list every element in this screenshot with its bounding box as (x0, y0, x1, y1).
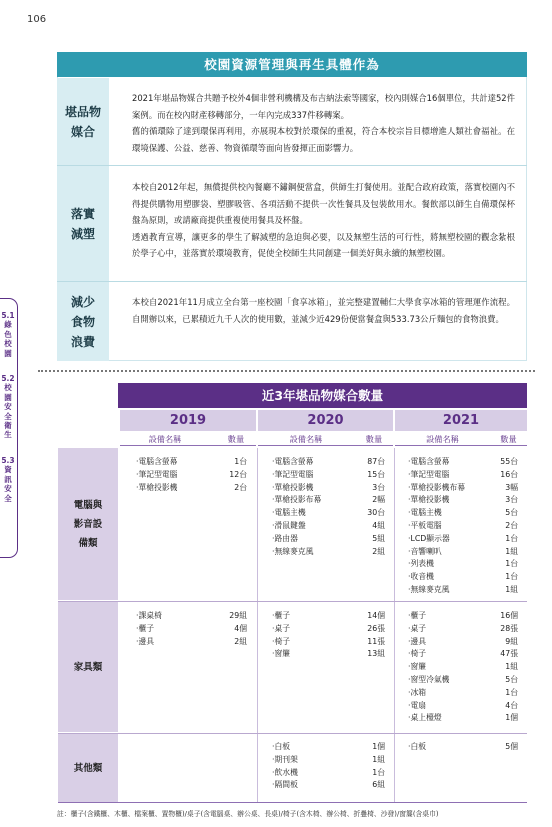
column-header-qty: 數量 (365, 434, 383, 444)
paragraph: 本校自2012年起，無償提供校內餐廳不鏽鋼便當盒，供師生打餐使用。並配合政府政策，落實校園內不得提供購物用塑膠袋、塑膠吸管、各項活動不提供一次性餐具及包裝飲用水。餐飲部以師生自備環保杯盤為原則，或請廠商提供重複使用餐具及杯盤。 (132, 182, 515, 226)
list-item: ‧筆記型電腦 (136, 469, 178, 479)
item-list (408, 610, 449, 725)
quantity-value: 1台 (505, 533, 518, 543)
column-divider (257, 448, 258, 802)
list-item: ‧收音機 (408, 572, 434, 582)
item-list (136, 456, 177, 494)
quantity-list (199, 610, 247, 648)
list-item: ‧電腦含螢幕 (408, 457, 450, 466)
row-plastic-reduction (57, 165, 527, 281)
quantity-value: 2台 (505, 520, 518, 530)
row-divider (58, 601, 527, 602)
column-header-row-2019 (120, 432, 256, 446)
list-item: ‧無線麥克風 (272, 546, 314, 556)
list-item: ‧電腦含螢幕 (136, 457, 178, 466)
item-list (136, 610, 162, 648)
quantity-value: 5組 (372, 533, 385, 543)
list-item: ‧電腦含螢幕 (272, 457, 314, 466)
quantity-value: 16台 (500, 469, 518, 479)
quantity-list (470, 610, 518, 725)
column-header-row-2020 (258, 432, 393, 446)
column-header-item: 設備名稱 (426, 434, 459, 444)
quantity-value: 1台 (234, 457, 247, 466)
list-item: ‧路由器 (272, 533, 298, 543)
category-furniture: 家具類 (58, 602, 118, 732)
quantity-value: 55台 (500, 457, 518, 466)
list-item: ‧櫃子 (272, 611, 291, 620)
quantity-value: 28張 (500, 623, 518, 633)
quantity-value: 3幅 (505, 482, 518, 492)
side-tab-item-5-1[interactable]: 5.1 綠 色 校 園 (1, 311, 15, 358)
list-item: ‧隔間板 (272, 780, 298, 790)
list-item: ‧冰箱 (408, 687, 427, 697)
quantity-value: 9組 (505, 636, 518, 646)
year-header-2020: 2020 (258, 410, 393, 431)
quantity-list (470, 741, 518, 754)
list-item: ‧期刊架 (272, 754, 298, 764)
column-header-item: 設備名稱 (289, 434, 323, 444)
row-label-item-matching: 堪品物 媒合 (57, 78, 109, 165)
list-item: ‧電腦主機 (272, 508, 306, 518)
quantity-list (337, 610, 385, 661)
list-item: ‧白板 (272, 742, 291, 751)
quantity-value: 1台 (505, 559, 518, 569)
quantity-value: 87台 (367, 457, 385, 466)
quantity-value: 1個 (372, 742, 385, 751)
quantity-list (337, 456, 385, 558)
column-header-qty: 數量 (227, 434, 245, 444)
list-item: ‧課桌椅 (136, 611, 162, 620)
row-text-item-matching (132, 90, 515, 156)
list-item: ‧窗簾 (408, 662, 427, 672)
list-item: ‧邊具 (408, 636, 427, 646)
matching-quantity-title: 近3年堪品物媒合數量 (118, 383, 527, 408)
quantity-value: 6組 (372, 780, 385, 790)
quantity-value: 5個 (505, 742, 518, 751)
list-item: ‧筆記型電腦 (408, 469, 450, 479)
row-divider (58, 733, 527, 734)
paragraph: 透過教育宣導，讓更多的學生了解減塑的急迫與必要，以及無塑生活的可行性，將無塑校園的觀念紮根於學子心中，並落實於環境教育，促使全校師生共同創建一個美好與永續的無塑校園。 (132, 231, 515, 259)
list-item: ‧電扇 (408, 700, 427, 710)
row-text-food-waste (132, 294, 515, 327)
list-item: ‧飲水機 (272, 767, 298, 777)
list-item: ‧椅子 (272, 636, 291, 646)
year-header-2019: 2019 (120, 410, 256, 431)
quantity-value: 1組 (505, 546, 518, 556)
list-item: ‧音響喇叭 (408, 546, 442, 556)
quantity-value: 29組 (229, 611, 247, 620)
list-item: ‧電腦主機 (408, 508, 442, 518)
list-item: ‧桌上檯燈 (408, 713, 442, 723)
list-item: ‧單槍投影機 (272, 482, 314, 492)
item-list (272, 456, 321, 558)
side-tab-item-5-2[interactable]: 5.2 校 園 安 全 衛 生 (1, 374, 15, 440)
quantity-value: 2台 (234, 482, 247, 492)
column-header-row-2021 (395, 432, 527, 446)
quantity-list (470, 456, 518, 597)
quantity-value: 30台 (367, 508, 385, 518)
list-item: ‧椅子 (408, 649, 427, 659)
list-item: ‧LCD顯示器 (408, 533, 450, 543)
quantity-value: 1組 (505, 584, 518, 594)
list-item: ‧桌子 (408, 623, 427, 633)
column-header-item: 設備名稱 (148, 434, 182, 444)
paragraph: 2021年堪品物媒合共贈予校外4個非營利機構及布吉納法索等國家，校內則媒合16個單位，共計達52件案例。而在校內財產移轉部分，一年內完成337件移轉案。 (132, 93, 515, 120)
quantity-value: 14個 (367, 611, 385, 620)
list-item: ‧窗型冷氣機 (408, 674, 450, 684)
quantity-value: 4台 (505, 700, 518, 710)
category-other: 其他類 (58, 734, 118, 802)
list-item: ‧列表機 (408, 559, 434, 569)
item-list (408, 741, 426, 754)
list-item: ‧筆記型電腦 (272, 469, 314, 479)
quantity-value: 1台 (505, 572, 518, 582)
quantity-value: 4個 (234, 623, 247, 633)
quantity-value: 26張 (367, 623, 385, 633)
quantity-value: 2幅 (372, 495, 385, 505)
quantity-value: 11張 (367, 636, 385, 646)
quantity-value: 1台 (372, 767, 385, 777)
quantity-value: 1個 (505, 713, 518, 723)
row-label-food-waste: 減少 食物 浪費 (57, 282, 109, 361)
paragraph: 舊的循環除了達到環保再利用，亦展現本校對於環保的重視，符合本校宗旨目標增進人類社會福祉。在環境保護、公益、慈善、物資循環等面向皆發揮正面影響力。 (132, 126, 515, 153)
list-item: ‧邊具 (136, 636, 155, 646)
category-computer-av: 電腦與 影音設 備類 (58, 448, 118, 600)
quantity-value: 1台 (505, 687, 518, 697)
table-bottom-border (58, 802, 527, 803)
quantity-value: 47張 (500, 649, 518, 659)
quantity-value: 15台 (367, 469, 385, 479)
list-item: ‧桌子 (272, 623, 291, 633)
quantity-list (337, 741, 385, 792)
row-item-matching (57, 78, 527, 165)
resource-management-title: 校園資源管理與再生具體作為 (57, 52, 527, 77)
quantity-value: 3台 (372, 482, 385, 492)
quantity-value: 12台 (229, 469, 247, 479)
quantity-value: 5台 (505, 508, 518, 518)
row-text-plastic-reduction (132, 179, 515, 262)
year-header-2021: 2021 (395, 410, 527, 431)
list-item: ‧平板電腦 (408, 520, 442, 530)
row-label-plastic-reduction: 落實 減塑 (57, 166, 109, 281)
quantity-list (199, 456, 247, 494)
list-item: ‧無線麥克風 (408, 584, 450, 594)
quantity-value: 2組 (234, 636, 247, 646)
list-item: ‧白板 (408, 742, 427, 751)
row-food-waste (57, 281, 527, 361)
quantity-value: 13組 (367, 649, 385, 659)
quantity-value: 2組 (372, 546, 385, 556)
chapter-side-tab (0, 298, 18, 558)
quantity-value: 1組 (505, 662, 518, 672)
quantity-value: 3台 (505, 495, 518, 505)
section-divider (38, 370, 535, 372)
paragraph: 本校自2021年11月成立全台第一座校園「食享冰箱」，並完整建置輔仁大學食享冰箱的管理運作流程。自開辦以來，已累積近九千人次的使用數，並減少近429份便當餐盒與533.73公斤麵包的食物浪費。 (132, 297, 515, 324)
side-tab-item-5-3[interactable]: 5.3 資 訊 安 全 (1, 456, 15, 503)
item-list (272, 610, 290, 661)
quantity-value: 1組 (372, 754, 385, 764)
quantity-value: 5台 (505, 674, 518, 684)
quantity-value: 4組 (372, 520, 385, 530)
list-item: ‧滑鼠鍵盤 (272, 520, 306, 530)
list-item: ‧單槍投影機布幕 (408, 482, 466, 492)
list-item: ‧櫃子 (136, 623, 155, 633)
list-item: ‧櫃子 (408, 611, 427, 620)
list-item: ‧單槍投影布幕 (272, 495, 322, 505)
column-divider (394, 448, 395, 802)
list-item: ‧單槍投影機 (136, 482, 178, 492)
item-list (272, 741, 298, 792)
column-header-qty: 數量 (500, 434, 517, 444)
page-number: 106 (27, 14, 47, 25)
table-footnote: 註：櫃子(含鐵櫃、木櫃、檔案櫃、置物櫃)/桌子(含電腦桌、辦公桌、長桌)/椅子(含木椅、辦公椅、折疊椅、沙發)/窗簾(含桌巾) (57, 810, 439, 818)
list-item: ‧單槍投影機 (408, 495, 450, 505)
list-item: ‧窗簾 (272, 649, 291, 659)
item-list (408, 456, 465, 597)
quantity-value: 16個 (500, 611, 518, 620)
